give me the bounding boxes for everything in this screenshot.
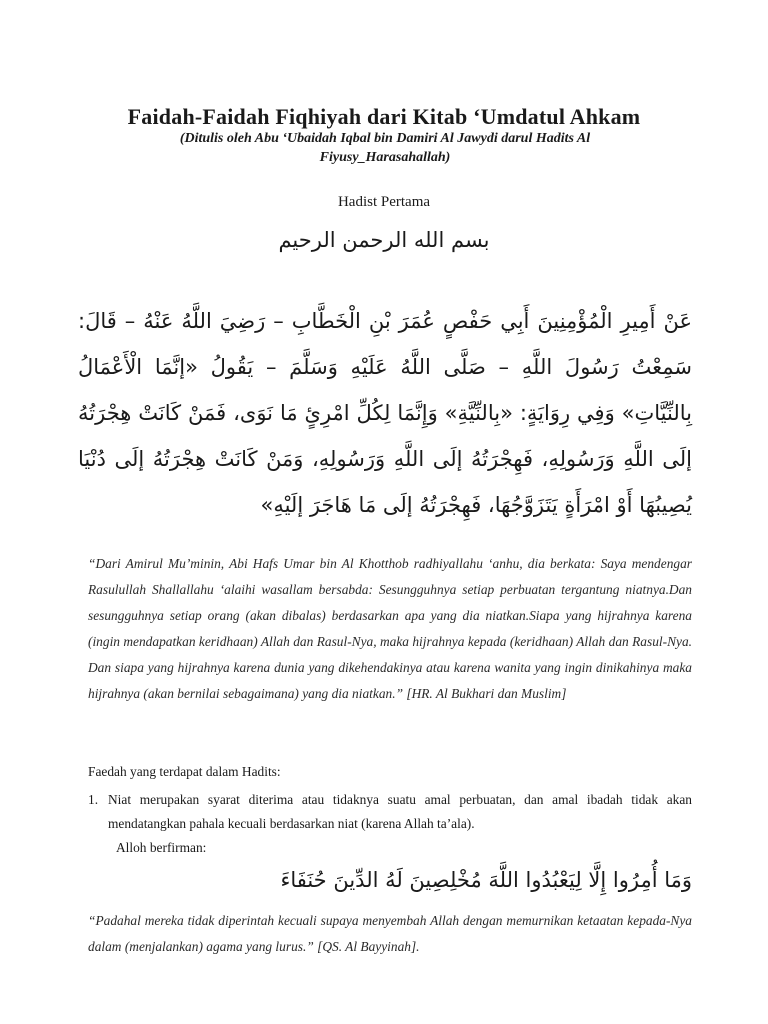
author-subtitle: (Ditulis oleh Abu ‘Ubaidah Iqbal bin Damiri Al Jawydi darul Hadits Al Fiyusy_Harasahallah): [179, 131, 591, 165]
alloh-berfirman-label: Alloh berfirman:: [116, 840, 207, 855]
hadith-translation: “Dari Amirul Mu’minin, Abi Hafs Umar bin Al Khotthob radhiyallahu ‘anhu, dia berkata: Saya mendengar Rasulullah Shallallahu ‘alaihi wasallam bersabda: Sesungguhnya setiap perbuatan tergantung niatnya.Dan sesungguhnya setiap orang (akan dibalas) berdasarkan apa yang dia niatkan.Siapa yang hijrahnya karena (ingin mendapatkan keridhaan) Allah dan Rasul-Nya, maka hijrahnya kepada (keridhaan) Allah dan Rasul-Nya. Dan siapa yang hijrahnya karena dunia yang dikehendakinya atau karena wanita yang ingin dinikahinya maka hijrahnya (akan bernilai sebagaimana) yang dia niatkan.” [HR. Al Bukhari dan Muslim]: [88, 556, 692, 701]
document-title: Faidah-Faidah Fiqhiyah dari Kitab ‘Umdatul Ahkam: [127, 104, 641, 129]
arabic-hadith-text: عَنْ أَمِيرِ الْمُؤْمِنِينَ أَبِي حَفْصٍ عُمَرَ بْنِ الْخَطَّابِ – رَضِيَ اللَّهُ عَنْهُ – قَالَ: سَمِعْتُ رَسُولَ اللَّهِ – صَلَّى اللَّهُ عَلَيْهِ وَسَلَّمَ – يَقُولُ «إنَّمَا الْأَعْمَالُ بِالنِّيَّاتِ» وَفِي رِوَايَةٍ: «بِالنِّيَّةِ» وَإِنَّمَا لِكُلِّ امْرِئٍ مَا نَوَى، فَمَنْ كَانَتْ هِجْرَتُهُ إلَى اللَّهِ وَرَسُولِهِ، فَهِجْرَتُهُ إلَى اللَّهِ وَرَسُولِهِ، وَمَنْ كَانَتْ هِجْرَتُهُ إلَى دُنْيَا يُصِيبُهَا أَوْ امْرَأَةٍ يَتَزَوَّجُهَا، فَهِجْرَتُهُ إلَى مَا هَاجَرَ إلَيْهِ»: [78, 309, 692, 517]
verse-translation: “Padahal mereka tidak diperintah kecuali supaya menyembah Allah dengan memurnikan ketaatan kepada-Nya dalam (menjalankan) agama yang lurus.” [QS. Al Bayyinah].: [88, 913, 692, 954]
list-item: [88, 788, 692, 836]
basmalah: بسم الله الرحمن الرحيم: [278, 228, 490, 252]
quran-verse: وَمَا أُمِرُوا إِلَّا لِيَعْبُدُوا اللَّهَ مُخْلِصِينَ لَهُ الدِّينَ حُنَفَاءَ: [280, 868, 692, 892]
hadist-heading: Hadist Pertama: [337, 194, 431, 210]
list-item-number: 1.: [88, 792, 99, 807]
list-item-text: Niat merupakan syarat diterima atau tidaknya suatu amal perbuatan, dan amal ibadah tidak akan mendatangkan pahala kecuali berdasarkan niat (karena Allah ta’ala).: [108, 792, 692, 831]
faedah-heading: Faedah yang terdapat dalam Hadits:: [88, 764, 281, 779]
